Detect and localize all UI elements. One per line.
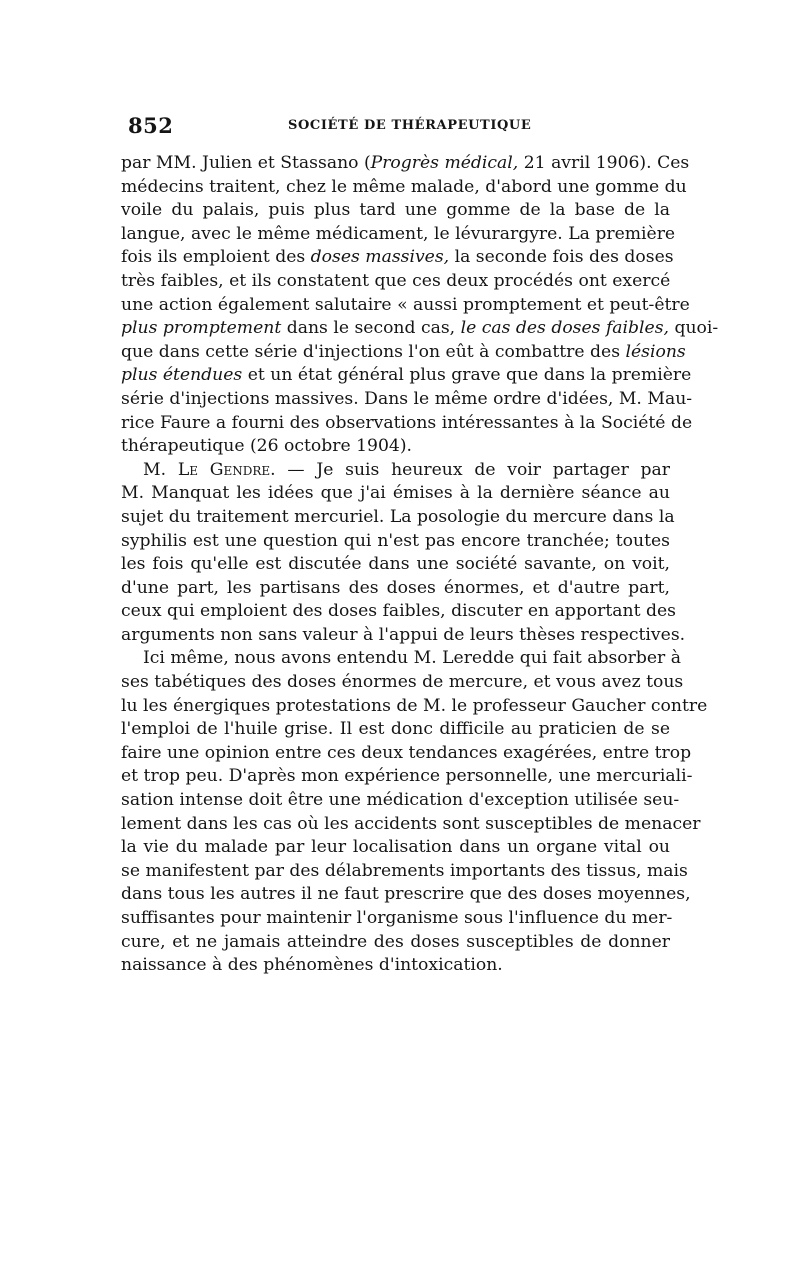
paragraph-1 — [121, 152, 719, 459]
text-line: une action également salutaire « aussi promptement et peut-être — [121, 294, 690, 315]
speaker-name: Le Gendre — [177, 459, 271, 480]
paragraph-3 — [121, 647, 708, 977]
text-line: sation intense doit être une médication d'exception utilisée seu- — [121, 790, 680, 811]
text-line: par MM. Julien et Stassano (Progrès médical, 21 avril 1906). Ces — [121, 153, 690, 173]
text-line: thérapeutique (26 octobre 1904). — [121, 436, 412, 457]
page-number: 852 — [128, 113, 174, 138]
text-line: médecins traitent, chez le même malade, d'abord une gomme du — [121, 176, 687, 197]
text-line: cure, et ne jamais atteindre des doses susceptibles de donner — [121, 931, 670, 952]
text-line: arguments non sans valeur à l'appui de leurs thèses respectives. — [121, 624, 686, 645]
text-line: M. Manquat les idées que j'ai émises à la dernière séance au — [121, 483, 670, 504]
text-line: plus étendues et un état général plus grave que dans la première — [121, 365, 692, 386]
text-line: lement dans les cas où les accidents sont susceptibles de menacer — [121, 813, 701, 834]
text-line: dans tous les autres il ne faut prescrire que des doses moyennes, — [121, 884, 691, 905]
text-line: fois ils emploient des doses massives, la seconde fois des doses — [121, 247, 674, 268]
text-line: ceux qui emploient des doses faibles, discuter en apportant des — [121, 601, 676, 622]
text-line: Ici même, nous avons entendu M. Leredde qui fait absorber à — [143, 648, 681, 669]
paragraph-2 — [121, 459, 686, 648]
text-line: langue, avec le même médicament, le lévurargyre. La première — [121, 223, 676, 244]
text-line: voile du palais, puis plus tard une gomme de la base de la — [121, 200, 670, 221]
text-line: série d'injections massives. Dans le même ordre d'idées, M. Mau- — [121, 388, 693, 409]
text-line: rice Faure a fourni des observations intéressantes à la Société de — [121, 412, 693, 433]
page-header — [128, 113, 668, 139]
text-line: que dans cette série d'injections l'on eût à combattre des lésions — [121, 341, 686, 362]
text-line: syphilis est une question qui n'est pas encore tranchée; toutes — [121, 530, 670, 551]
text-line: faire une opinion entre ces deux tendances exagérées, entre trop — [121, 742, 692, 763]
text-line: suffisantes pour maintenir l'organisme sous l'influence du mer- — [121, 908, 673, 928]
text-line: d'une part, les partisans des doses énormes, et d'autre part, — [121, 577, 670, 598]
text-line: naissance à des phénomènes d'intoxication. — [121, 955, 503, 976]
text-line: la vie du malade par leur localisation dans un organe vital ou — [121, 837, 670, 858]
text-line: et trop peu. D'après mon expérience personnelle, une mercuriali- — [121, 766, 693, 787]
text-line: se manifestent par des délabrements importants des tissus, mais — [121, 860, 688, 881]
text-line: plus promptement dans le second cas, le cas des doses faibles, quoi- — [121, 318, 719, 339]
text-line: l'emploi de l'huile grise. Il est donc difficile au praticien de se — [121, 719, 670, 740]
text-line: ses tabétiques des doses énormes de mercure, et vous avez tous — [121, 672, 684, 693]
text-line: très faibles, et ils constatent que ces deux procédés ont exercé — [121, 270, 671, 291]
text-line: M. Le Gendre. — Je suis heureux de voir partager par — [143, 459, 671, 480]
text-line: lu les énergiques protestations de M. le professeur Gaucher contre — [121, 695, 708, 716]
text-line: les fois qu'elle est discutée dans une société savante, on voit, — [121, 554, 670, 575]
text-line: sujet du traitement mercuriel. La posologie du mercure dans la — [121, 506, 675, 527]
body-text — [121, 152, 719, 978]
running-title: SOCIÉTÉ DE THÉRAPEUTIQUE — [288, 118, 532, 133]
